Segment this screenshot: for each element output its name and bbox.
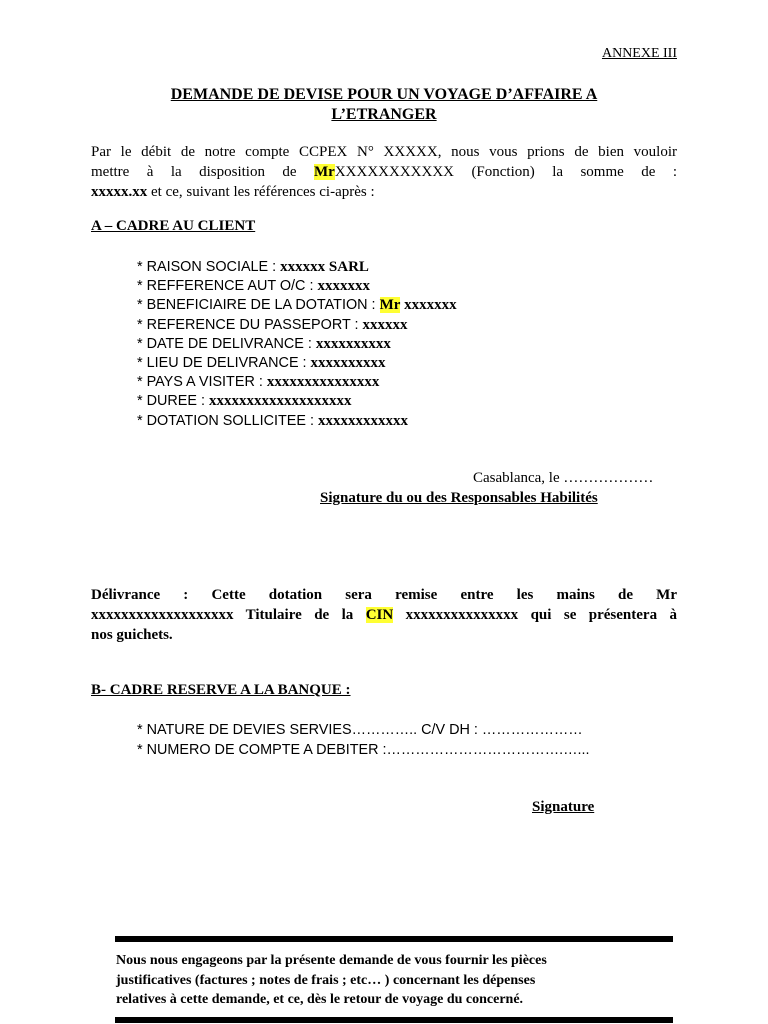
bank-signature: Signature [532, 799, 595, 815]
intro-name: XXXXXXXXXXX [334, 164, 454, 180]
delivery-paragraph [91, 585, 677, 645]
signature-heading: Signature du ou des Responsables Habilités [320, 490, 598, 506]
field-label: * DOTATION SOLLICITEE : [137, 412, 318, 429]
section-a-field [137, 277, 457, 296]
section-a-field [137, 392, 457, 411]
field-label: * RAISON SOCIALE : [137, 259, 281, 275]
field-label: * BENEFICIAIRE DE LA DOTATION : [137, 297, 380, 314]
delivery-line-2-pre: xxxxxxxxxxxxxxxxxxx Titulaire de la [91, 607, 366, 623]
field-value: xxxxxxxxxxxx [317, 412, 408, 429]
field-value: xxxxxx SARL [280, 259, 369, 275]
section-b-heading: B- CADRE RESERVE A LA BANQUE : [91, 682, 351, 698]
title-line-1: DEMANDE DE DEVISE POUR UN VOYAGE D’AFFAIRE A [170, 86, 598, 103]
field-value: xxxxxxxxxx [315, 335, 391, 352]
cin-highlight: CIN [365, 607, 394, 623]
footer-line-3: relatives à cette demande, et ce, dès le retour de voyage du concerné. [116, 992, 524, 1007]
beneficiary-mr-highlight: Mr [379, 297, 401, 314]
delivery-line-2 [91, 605, 677, 625]
footer-line-1: Nous nous engageons par la présente demande de vous fournir les pièces [116, 953, 547, 968]
section-a-field [137, 354, 457, 373]
intro-line-3-post: et ce, suivant les références ci-après : [147, 184, 375, 200]
intro-line-1: Par le débit de notre compte CCPEX N° XXXXX, nous vous prions de bien vouloir [91, 144, 677, 160]
intro-line-2 [91, 162, 677, 182]
footer-rule-bottom [115, 1017, 673, 1023]
intro-paragraph [91, 142, 677, 202]
footer-commitment [116, 951, 646, 1010]
section-a-field [137, 412, 457, 431]
section-b-fields [137, 721, 590, 760]
footer-line-2: justificatives (factures ; notes de frais ; etc… ) concernant les dépenses [116, 972, 536, 988]
field-value: xxxxxx [362, 316, 408, 333]
section-a-field [137, 335, 457, 354]
intro-line-2-post: (Fonction) la somme de : [471, 164, 677, 180]
title-line-2: L’ETRANGER [331, 106, 437, 123]
section-a-field [137, 316, 457, 335]
intro-mr-highlight: Mr [314, 164, 335, 180]
section-b-field-currency: * NATURE DE DEVIES SERVIES………….. C/V DH : ………………… [137, 722, 583, 738]
delivery-line-2-post: xxxxxxxxxxxxxxx qui se présentera à [393, 607, 678, 623]
field-label: * REFFERENCE AUT O/C : [137, 278, 318, 295]
section-a-field [137, 296, 457, 315]
field-label: * PAYS A VISITER : [137, 374, 267, 391]
field-label: * LIEU DE DELIVRANCE : [137, 355, 311, 372]
document-title [91, 85, 677, 125]
footer-rule-top [115, 936, 673, 942]
field-label: * DUREE : [137, 393, 209, 410]
section-a-fields [137, 258, 457, 431]
section-a-field [137, 373, 457, 392]
field-label: * DATE DE DELIVRANCE : [137, 335, 316, 352]
section-b-field-account: * NUMERO DE COMPTE A DEBITER :……………………………….…... [137, 741, 590, 758]
field-value: xxxxxxxxxxxxxxx [266, 374, 380, 391]
annex-label: ANNEXE III [601, 46, 677, 61]
place-date: Casablanca, le ……………… [473, 470, 654, 486]
field-value: xxxxxxxxxx [310, 355, 386, 372]
intro-amount: xxxxx.xx [91, 184, 148, 200]
intro-line-2-pre: mettre à la disposition de [91, 164, 297, 180]
section-a-field [137, 258, 457, 277]
section-a-heading: A – CADRE AU CLIENT [91, 218, 256, 234]
field-label: * REFERENCE DU PASSEPORT : [137, 316, 363, 333]
field-value: xxxxxxx [317, 278, 370, 295]
intro-line-3 [91, 182, 677, 202]
delivery-line-3: nos guichets. [91, 627, 173, 643]
field-value: xxxxxxxxxxxxxxxxxxx [208, 393, 352, 410]
delivery-line-1: Délivrance : Cette dotation sera remise entre les mains de Mr [91, 587, 677, 603]
field-value: xxxxxxx [400, 297, 457, 314]
